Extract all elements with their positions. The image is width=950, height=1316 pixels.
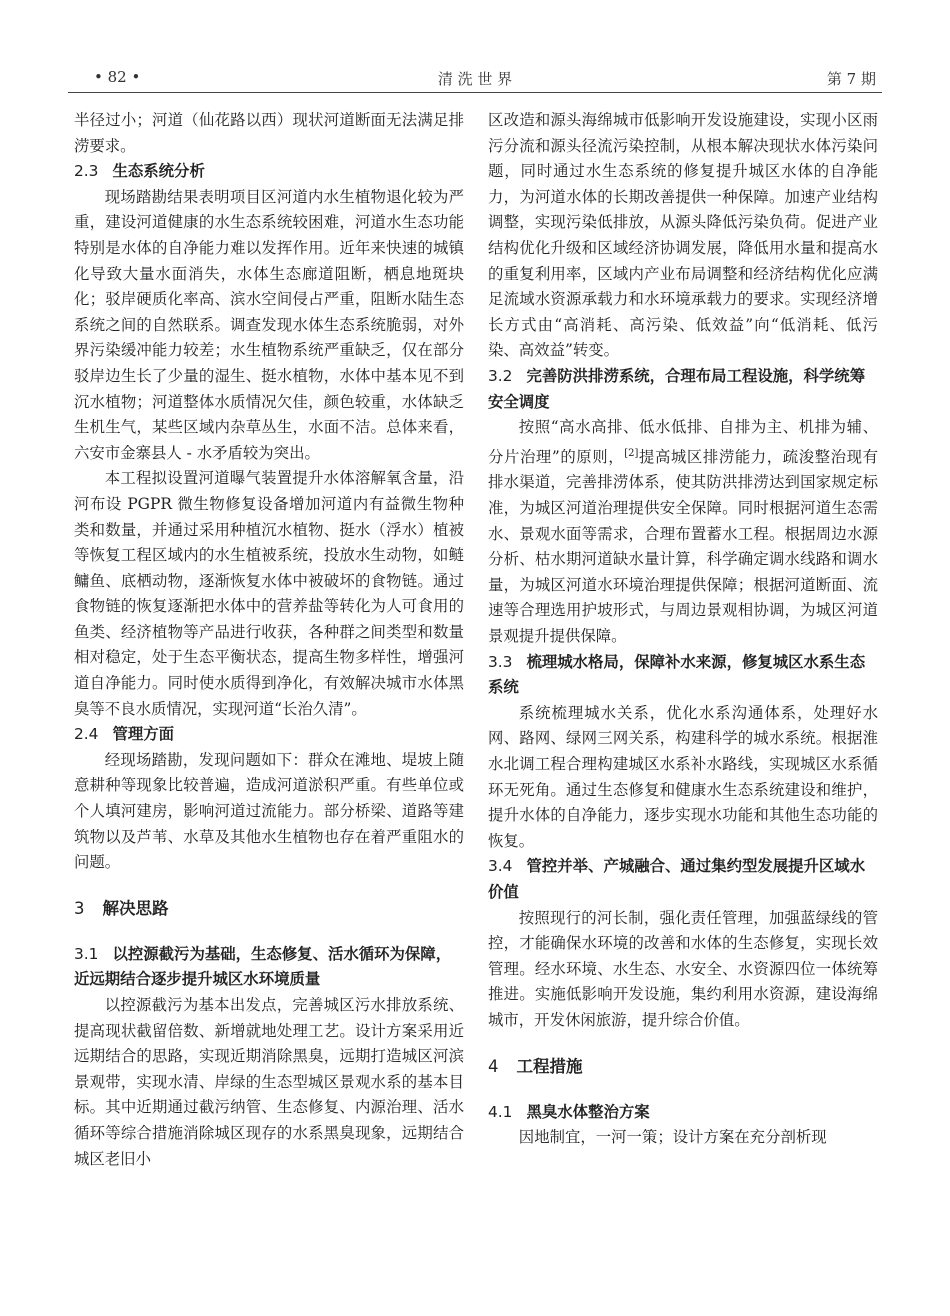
left-column [74, 108, 464, 1172]
paragraph-text: 提高城区排涝能力，疏浚整治现有排水渠道，完善排涝体系，使其防洪排涝达到国家规定标准，为城区河道治理提供安全保障。同时根据河道生态需水、景观水面等需求，合理布置蓄水工程。根据周边水源分析、枯水期河道缺水量计算，科学确定调水线路和调水量，为城区河道水环境治理提供保障；根据河道断面、流速等合理选用护坡形式，与周边景观相协调，为城区河道景观提升提供保障。 [488, 447, 878, 645]
section-title: 完善防洪排涝系统，合理布局工程设施，科学统筹安全调度 [488, 366, 866, 411]
section-heading-3-2 [488, 364, 878, 415]
paragraph: 按照现行的河长制，强化责任管理，加强蓝绿线的管控，才能确保水环境的改善和水体的生态修复，实现长效管理。经水环境、水生态、水安全、水资源四位一体统筹推进。实施低影响开发设施，集约利用水资源，建设海绵城市，开发休闲旅游，提升综合价值。 [488, 908, 878, 1029]
section-heading-4-1 [488, 1100, 878, 1126]
paragraph: 本工程拟设置河道曝气装置提升水体溶解氧含量，沿河布设 PGPR 微生物修复设备增加河道内有益微生物种类和数量，并通过采用种植沉水植物、挺水（浮水）植被等恢复工程区域内的水生植被系统，投放水生动物，如鲢鳙鱼、底栖动物，逐渐恢复水体中被破坏的食物链。通过食物链的恢复逐渐把水体中的营养盐等转化为人可食用的鱼类、经济植物等产品进行收获，各种群之间类型和数量相对稳定，处于生态平衡状态，提高生物多样性，增强河道自净能力。同时使水质得到净化，有效解决城市水体黑臭等不良水质情况，实现河道“长治久清”。 [74, 469, 464, 718]
page-header [68, 64, 882, 93]
section-title: 管控并举、产城融合、通过集约型发展提升区域水价值 [488, 857, 866, 901]
journal-title: 清 洗 世 界 [437, 70, 513, 88]
section-title: 黑臭水体整治方案 [526, 1102, 650, 1121]
section-title: 工程措施 [516, 1056, 583, 1076]
section-title: 管理方面 [112, 725, 175, 744]
section-title: 解决思路 [102, 898, 169, 918]
section-title: 生态系统分析 [112, 162, 205, 181]
section-number: 4 [488, 1056, 499, 1076]
paragraph-continued: 区改造和源头海绵城市低影响开发设施建设，实现小区雨污分流和源头径流污染控制，从根本解决现状水体污染问题，同时通过水生态系统的修复提升城区水体的自净能力，为河道水体的长期改善提供一种保障。加速产业结构调整，实现污染低排放，从源头降低污染负荷。促进产业结构优化升级和区域经济协调发展，降低用水量和提高水的重复利用率，区域内产业布局调整和经济结构优化应满足流域水资源承载力和水环境承载力的要求。实现经济增长方式由“高消耗、高污染、低效益”向“低消耗、低污染、高效益”转变。 [488, 111, 878, 360]
section-heading-2-3 [74, 159, 464, 185]
section-heading-3-4 [488, 854, 878, 905]
paragraph: 经现场踏勘，发现问题如下：群众在滩地、堤坡上随意耕种等现象比较普遍，造成河道淤积严重。有些单位或个人填河建房，影响河道过流能力。部分桥梁、道路等建筑物以及芦苇、水草及其他水生植物也存在着严重阻水的问题。 [74, 750, 464, 872]
page-number: • 82 • [94, 68, 141, 86]
section-number: 3 [74, 898, 85, 918]
paragraph: 因地制宜，一河一策；设计方案在充分剖析现 [518, 1128, 827, 1147]
section-number: 2.4 [74, 725, 99, 744]
paragraph: 以控源截污为基本出发点，完善城区污水排放系统、提高现状截留倍数、新增就地处理工艺。设计方案采用近远期结合的思路，实现近期消除黑臭，远期打造城区河滨景观带，实现水清、岸绿的生态型城区景观水系的基本目标。其中近期通过截污纳管、生态修复、内源治理、活水循环等综合措施消除城区现存的水系黑臭现象，远期结合城区老旧小 [74, 996, 464, 1168]
paragraph: 系统梳理城水关系，优化水系沟通体系，处理好水网、路网、绿网三网关系，构建科学的城水系统。根据淮水北调工程合理构建城区水系补水路线，实现城区水系循环无死角。通过生态修复和健康水生态系统建设和维护，提升水体的自净能力，逐步实现水功能和其他生态功能的恢复。 [488, 703, 878, 850]
section-title: 梳理城水格局，保障补水来源，修复城区水系生态系统 [488, 652, 866, 697]
section-heading-2-4 [74, 722, 464, 748]
issue-number: 第 7 期 [826, 70, 876, 88]
section-number: 3.4 [488, 857, 513, 876]
section-heading-4 [488, 1054, 878, 1080]
section-heading-3 [74, 896, 464, 922]
section-number: 4.1 [488, 1102, 513, 1121]
section-heading-3-3 [488, 650, 878, 701]
citation-ref: [2] [624, 447, 639, 459]
right-column [488, 108, 878, 1151]
section-number: 3.1 [74, 944, 99, 963]
paragraph [488, 415, 878, 649]
section-heading-3-1 [74, 942, 464, 993]
section-number: 3.3 [488, 652, 513, 671]
section-title: 以控源截污为基础，生态修复、活水循环为保障，近远期结合逐步提升城区水环境质量 [74, 944, 452, 989]
paragraph: 现场踏勘结果表明项目区河道内水生植物退化较为严重，建设河道健康的水生态系统较困难，河道水生态功能特别是水体的自净能力难以发挥作用。近年来快速的城镇化导致大量水面消失，水体生态廊道阻断，栖息地斑块化；驳岸硬质化率高、滨水空间侵占严重，阻断水陆生态系统之间的自然联系。调查发现水体生态系统脆弱，对外界污染缓冲能力较差；水生植物系统严重缺乏，仅在部分驳岸边生长了少量的湿生、挺水植物，水体中基本见不到沉水植物；河道整体水质情况欠佳，颜色较重，水体缺乏生机生气，某些区域内杂草丛生，水面不洁。总体来看，六安市金寨县人 - 水矛盾较为突出。 [74, 187, 464, 462]
paragraph-text: 按照“高水高排、低水低排、自排为主、机排为辅、分片治理”的原则， [488, 418, 878, 466]
section-number: 2.3 [74, 162, 99, 181]
section-number: 3.2 [488, 366, 513, 385]
paragraph-continued: 半径过小；河道（仙花路以西）现状河道断面无法满足排涝要求。 [74, 111, 464, 155]
